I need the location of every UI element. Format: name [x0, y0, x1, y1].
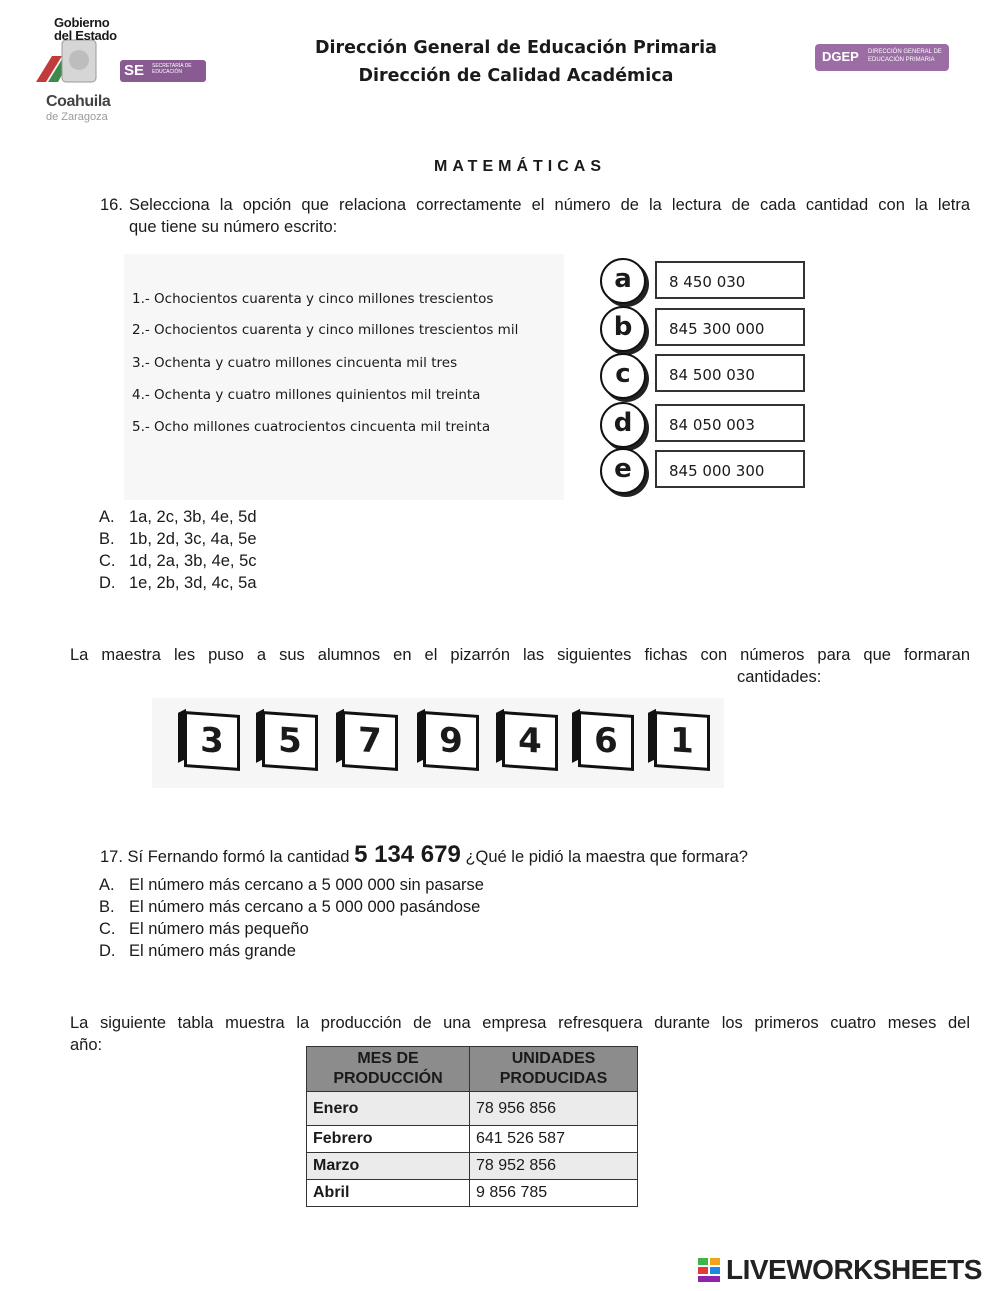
q16-prompt-line1: Selecciona la opción que relaciona correctamente el número de la lectura de cada cantidad con la letra: [129, 196, 970, 214]
gov-title-line1: Gobierno: [54, 15, 110, 30]
number-card: [654, 711, 710, 771]
number-card: [184, 711, 240, 771]
answer-label: A.: [99, 876, 115, 894]
number-card: [578, 711, 634, 771]
answer-label: A.: [99, 508, 115, 526]
month-cell: Abril: [307, 1180, 470, 1207]
section-title: MATEMÁTICAS: [433, 158, 607, 175]
answer-text: El número más cercano a 5 000 000 pasándose: [129, 898, 481, 916]
dgep-label: DGEP: [822, 49, 859, 64]
q17-prompt: [100, 841, 748, 868]
card-digit: 3: [200, 720, 224, 762]
answer-text: El número más pequeño: [129, 920, 309, 938]
number-card: [342, 711, 398, 771]
q17-prefix: 17. Sí Fernando formó la cantidad: [100, 848, 350, 866]
card-digit: 6: [594, 720, 618, 762]
option-letter-a: a: [600, 258, 646, 304]
card-digit: 5: [278, 720, 302, 762]
units-cell: 78 952 856: [470, 1153, 638, 1180]
answer-label: D.: [99, 574, 116, 592]
header-month-line2: PRODUCCIÓN: [333, 1070, 443, 1087]
cards-intro-line2: cantidades:: [737, 668, 822, 686]
reading-1: 1.- Ochocientos cuarenta y cinco millones trescientos: [132, 291, 494, 307]
header-units-line2: PRODUCIDAS: [499, 1070, 608, 1087]
q17-amount: 5 134 679: [354, 841, 461, 868]
number-card: [502, 711, 558, 771]
table-row: [307, 1092, 638, 1126]
option-letter-b: b: [600, 306, 646, 352]
option-value-e: 845 000 300: [655, 450, 805, 488]
card-digit: 1: [670, 720, 694, 762]
answer-label: B.: [99, 530, 115, 548]
reading-3: 3.- Ochenta y cuatro millones cincuenta mil tres: [132, 355, 458, 371]
answer-label: C.: [99, 920, 116, 938]
units-cell: 641 526 587: [470, 1126, 638, 1153]
q17-answer-d[interactable]: [99, 940, 296, 962]
state-name: Coahuila: [46, 93, 111, 110]
table-intro-line1: La siguiente tabla muestra la producción de una empresa refresquera durante los primeros cuatro meses del: [70, 1014, 970, 1032]
option-value-a: 8 450 030: [655, 261, 805, 299]
card-digit: 4: [518, 720, 542, 762]
header-units-line1: UNIDADES: [511, 1050, 596, 1067]
q17-answer-a[interactable]: [99, 874, 484, 896]
gov-title-line2: del Estado: [54, 28, 117, 43]
units-cell: 9 856 785: [470, 1180, 638, 1207]
header-units: [470, 1047, 638, 1092]
q16-answer-d[interactable]: [99, 572, 257, 594]
month-cell: Febrero: [307, 1126, 470, 1153]
se-sublabel: SECRETARÍA DE EDUCACIÓN: [152, 63, 192, 75]
units-cell: 78 956 856: [470, 1092, 638, 1126]
production-table: [306, 1046, 638, 1207]
q16-prompt-line2: que tiene su número escrito:: [129, 218, 338, 236]
reading-5: 5.- Ocho millones cuatrocientos cincuenta mil treinta: [132, 419, 491, 435]
card-digit: 9: [439, 720, 463, 762]
number-card: [423, 711, 479, 771]
option-value-d: 84 050 003: [655, 404, 805, 442]
number-card: [262, 711, 318, 771]
table-header-row: [307, 1047, 638, 1092]
reading-4: 4.- Ochenta y cuatro millones quinientos mil treinta: [132, 387, 481, 403]
answer-text: El número más cercano a 5 000 000 sin pasarse: [129, 876, 484, 894]
table-row: [307, 1153, 638, 1180]
option-letter-c: c: [600, 353, 646, 399]
reading-2: 2.- Ochocientos cuarenta y cinco millones trescientos mil: [132, 322, 519, 338]
liveworksheets-logo-icon: [698, 1258, 720, 1282]
header-month: [307, 1047, 470, 1092]
answer-text: 1b, 2d, 3c, 4a, 5e: [129, 530, 257, 548]
table-intro-line2: año:: [70, 1036, 103, 1054]
month-cell: Enero: [307, 1092, 470, 1126]
q17-answer-c[interactable]: [99, 918, 309, 940]
q17-suffix: ¿Qué le pidió la maestra que formara?: [465, 848, 748, 866]
answer-label: C.: [99, 552, 116, 570]
option-letter-d: d: [600, 402, 646, 448]
answer-label: D.: [99, 942, 116, 960]
liveworksheets-brand[interactable]: LIVEWORKSHEETS: [726, 1254, 982, 1285]
answer-text: 1e, 2b, 3d, 4c, 5a: [129, 574, 257, 592]
q17-answer-b[interactable]: [99, 896, 480, 918]
header-month-line1: MES DE: [357, 1050, 419, 1067]
option-value-b: 845 300 000: [655, 308, 805, 346]
answer-text: 1a, 2c, 3b, 4e, 5d: [129, 508, 257, 526]
table-row: [307, 1180, 638, 1207]
header-title-line1: Dirección General de Educación Primaria: [315, 38, 717, 58]
q16-answer-c[interactable]: [99, 550, 257, 572]
dgep-sublabel: DIRECCIÓN GENERAL DE EDUCACIÓN PRIMARIA: [868, 49, 942, 63]
option-value-c: 84 500 030: [655, 354, 805, 392]
answer-label: B.: [99, 898, 115, 916]
q16-number: 16.: [100, 196, 123, 214]
card-digit: 7: [358, 720, 382, 762]
se-label: SE: [124, 62, 145, 79]
answer-text: 1d, 2a, 3b, 4e, 5c: [129, 552, 257, 570]
cards-intro-line1: La maestra les puso a sus alumnos en el pizarrón las siguientes fichas con números para que formaran: [70, 646, 970, 664]
state-subtitle: de Zaragoza: [46, 111, 108, 123]
q16-answer-b[interactable]: [99, 528, 257, 550]
header-title-line2: Dirección de Calidad Académica: [358, 66, 674, 86]
answer-text: El número más grande: [129, 942, 296, 960]
month-cell: Marzo: [307, 1153, 470, 1180]
q16-answer-a[interactable]: [99, 506, 257, 528]
option-letter-e: e: [600, 448, 646, 494]
table-row: [307, 1126, 638, 1153]
